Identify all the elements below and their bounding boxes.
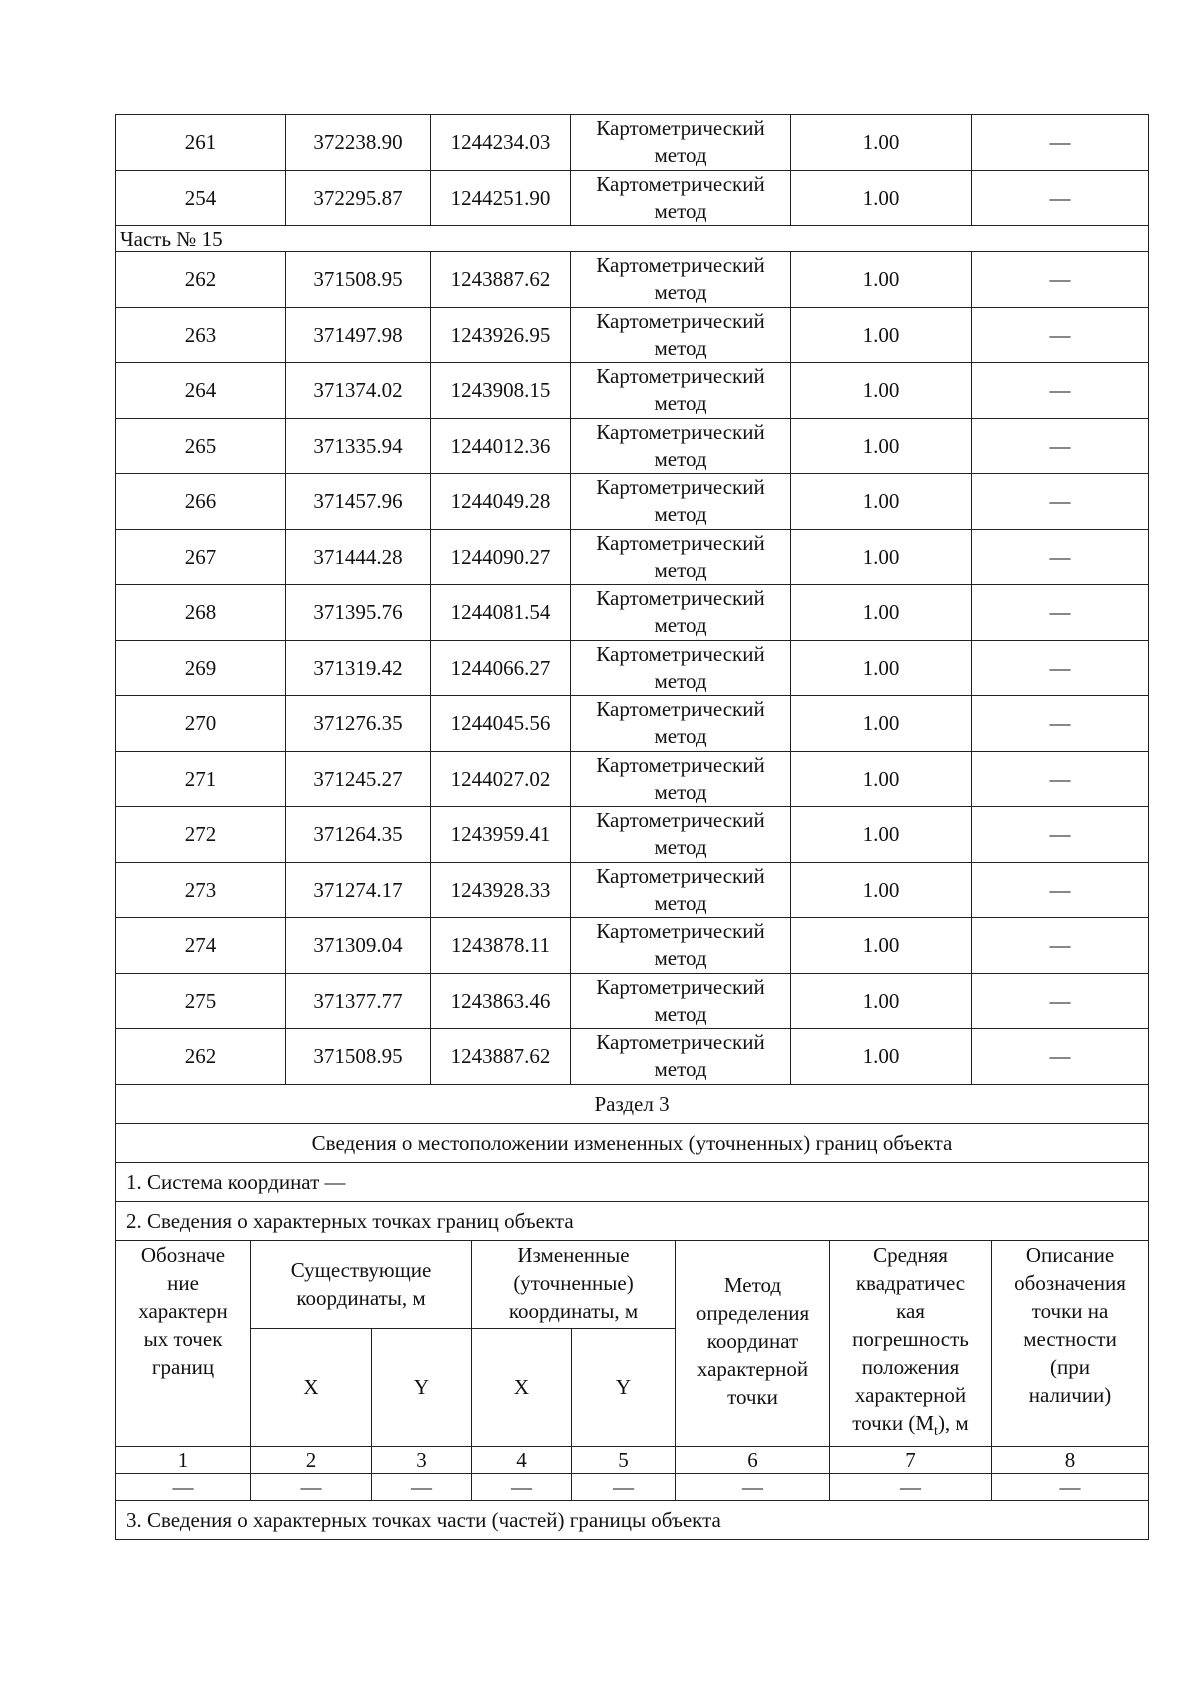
coord-y: 1243926.95	[431, 307, 571, 363]
coordinate-system-item: 1. Система координат —	[116, 1162, 1149, 1201]
method-line: метод	[654, 502, 707, 527]
accuracy: 1.00	[791, 418, 972, 474]
description: —	[972, 170, 1149, 226]
coord-x: 371309.04	[286, 918, 431, 974]
method	[571, 696, 791, 752]
point-number: 272	[116, 807, 286, 863]
header-line: Существующие	[290, 1258, 432, 1283]
header-changed-x: X	[472, 1329, 572, 1447]
accuracy: 1.00	[791, 973, 972, 1029]
coord-y: 1244251.90	[431, 170, 571, 226]
description: —	[972, 807, 1149, 863]
method-line: Картометрический	[596, 171, 765, 196]
coord-y: 1244081.54	[431, 585, 571, 641]
coord-y: 1243928.33	[431, 862, 571, 918]
method	[571, 529, 791, 585]
accuracy: 1.00	[791, 918, 972, 974]
coord-y: 1243887.62	[431, 1029, 571, 1085]
header-line: местности	[1023, 1326, 1117, 1351]
coordinate-row	[116, 807, 1149, 863]
coord-y: 1244012.36	[431, 418, 571, 474]
header-line: (при	[1050, 1354, 1090, 1379]
method-line: метод	[654, 143, 707, 168]
description: —	[972, 363, 1149, 419]
coord-y: 1244045.56	[431, 696, 571, 752]
method-line: метод	[654, 890, 707, 915]
accuracy: 1.00	[791, 529, 972, 585]
accuracy: 1.00	[791, 1029, 972, 1085]
method-line: метод	[654, 1001, 707, 1026]
accuracy: 1.00	[791, 115, 972, 171]
accuracy: 1.00	[791, 751, 972, 807]
accuracy: 1.00	[791, 640, 972, 696]
method	[571, 918, 791, 974]
header-line: характерной	[696, 1356, 809, 1381]
header-line: Измененные	[517, 1242, 630, 1267]
header-line: ние	[167, 1270, 199, 1295]
method-line: метод	[654, 198, 707, 223]
method	[571, 252, 791, 308]
description: —	[972, 585, 1149, 641]
description: —	[972, 307, 1149, 363]
accuracy: 1.00	[791, 585, 972, 641]
part-label: Часть № 15	[116, 226, 1149, 252]
dash-cell: —	[572, 1473, 676, 1500]
coord-y: 1243887.62	[431, 252, 571, 308]
coord-x: 371497.98	[286, 307, 431, 363]
section3-table	[115, 1085, 1149, 1540]
method	[571, 751, 791, 807]
method	[571, 474, 791, 530]
header-accuracy	[830, 1240, 992, 1446]
section3-subtitle: Сведения о местоположении измененных (уточненных) границ объекта	[116, 1123, 1149, 1162]
coord-x: 371274.17	[286, 862, 431, 918]
header-line: положения	[861, 1354, 960, 1379]
header-line: погрешность	[852, 1326, 969, 1351]
header-method	[676, 1240, 830, 1446]
header-line: определения	[695, 1300, 810, 1325]
header-changed-y: Y	[572, 1329, 676, 1447]
header-line: характерн	[138, 1298, 228, 1323]
method-line: метод	[654, 391, 707, 416]
method-line: Картометрический	[596, 116, 765, 141]
method	[571, 585, 791, 641]
document-page	[115, 114, 1148, 1540]
coordinate-row	[116, 170, 1149, 226]
accuracy-unit: ), м	[937, 1410, 969, 1435]
column-number: 6	[676, 1446, 830, 1473]
coordinate-row	[116, 973, 1149, 1029]
header-line: Описание	[1025, 1242, 1115, 1267]
coord-x: 371335.94	[286, 418, 431, 474]
coord-x: 372295.87	[286, 170, 431, 226]
method-line: метод	[654, 613, 707, 638]
point-number: 267	[116, 529, 286, 585]
coord-x: 371319.42	[286, 640, 431, 696]
point-number: 262	[116, 252, 286, 308]
header-line: (уточненные)	[513, 1270, 634, 1295]
method-line: Картометрический	[596, 697, 765, 722]
coordinate-row	[116, 1029, 1149, 1085]
part-boundary-points-item: 3. Сведения о характерных точках части (частей) границы объекта	[116, 1500, 1149, 1539]
method-line: Картометрический	[596, 808, 765, 833]
coord-x: 372238.90	[286, 115, 431, 171]
dash-cell: —	[251, 1473, 372, 1500]
description: —	[972, 418, 1149, 474]
point-number: 254	[116, 170, 286, 226]
header-line: координат	[706, 1328, 799, 1353]
coordinate-row	[116, 751, 1149, 807]
method	[571, 1029, 791, 1085]
point-number: 266	[116, 474, 286, 530]
coordinate-row	[116, 918, 1149, 974]
empty-data-row	[116, 1473, 1149, 1500]
accuracy: 1.00	[791, 307, 972, 363]
method-line: Картометрический	[596, 253, 765, 278]
header-line: Обозначе	[140, 1242, 226, 1267]
coordinate-row	[116, 474, 1149, 530]
column-number: 1	[116, 1446, 251, 1473]
method	[571, 807, 791, 863]
coord-y: 1243878.11	[431, 918, 571, 974]
point-number: 262	[116, 1029, 286, 1085]
point-number: 270	[116, 696, 286, 752]
coord-y: 1244049.28	[431, 474, 571, 530]
method-line: метод	[654, 1057, 707, 1082]
header-point-designation	[116, 1240, 251, 1446]
section3-title: Раздел 3	[116, 1085, 1149, 1124]
point-number: 275	[116, 973, 286, 1029]
header-line: координаты, м	[508, 1298, 639, 1323]
column-number: 5	[572, 1446, 676, 1473]
method-line: метод	[654, 724, 707, 749]
header-line: точки	[727, 1384, 778, 1409]
accuracy: 1.00	[791, 170, 972, 226]
coord-x: 371508.95	[286, 1029, 431, 1085]
column-number: 7	[830, 1446, 992, 1473]
description: —	[972, 640, 1149, 696]
method	[571, 307, 791, 363]
header-line: наличии)	[1028, 1382, 1112, 1407]
accuracy: 1.00	[791, 363, 972, 419]
header-line: Метод	[723, 1272, 782, 1297]
method-line: Картометрический	[596, 752, 765, 777]
description: —	[972, 529, 1149, 585]
method	[571, 170, 791, 226]
description: —	[972, 1029, 1149, 1085]
column-number: 8	[992, 1446, 1149, 1473]
header-line: Средняя	[873, 1242, 948, 1267]
dash-cell: —	[116, 1473, 251, 1500]
dash-cell: —	[472, 1473, 572, 1500]
method-line: метод	[654, 280, 707, 305]
coordinates-table	[115, 114, 1149, 1085]
coord-y: 1243863.46	[431, 973, 571, 1029]
coord-x: 371395.76	[286, 585, 431, 641]
dash-cell: —	[992, 1473, 1149, 1500]
description: —	[972, 973, 1149, 1029]
method-line: Картометрический	[596, 863, 765, 888]
coord-x: 371377.77	[286, 973, 431, 1029]
accuracy: 1.00	[791, 807, 972, 863]
coordinate-row	[116, 862, 1149, 918]
header-line: кая	[896, 1298, 925, 1323]
method-line: метод	[654, 946, 707, 971]
coordinate-row	[116, 363, 1149, 419]
point-number: 261	[116, 115, 286, 171]
header-line: точки на	[1031, 1298, 1109, 1323]
coord-y: 1244027.02	[431, 751, 571, 807]
coord-y: 1244234.03	[431, 115, 571, 171]
method-line: метод	[654, 557, 707, 582]
header-line: характерной	[854, 1382, 967, 1407]
accuracy: 1.00	[791, 252, 972, 308]
method	[571, 862, 791, 918]
column-numbers-row	[116, 1446, 1149, 1473]
header-existing-coordinates	[251, 1240, 472, 1329]
method-line: Картометрический	[596, 1030, 765, 1055]
header-line: ых точек	[143, 1326, 223, 1351]
description: —	[972, 115, 1149, 171]
description: —	[972, 696, 1149, 752]
point-number: 273	[116, 862, 286, 918]
coord-y: 1244090.27	[431, 529, 571, 585]
point-number: 269	[116, 640, 286, 696]
coord-x: 371374.02	[286, 363, 431, 419]
description: —	[972, 751, 1149, 807]
coordinate-row	[116, 307, 1149, 363]
method-line: Картометрический	[596, 919, 765, 944]
coord-x: 371276.35	[286, 696, 431, 752]
accuracy-subscript: t	[934, 1423, 938, 1439]
method-line: Картометрический	[596, 974, 765, 999]
method-line: Картометрический	[596, 364, 765, 389]
method	[571, 363, 791, 419]
coordinate-row	[116, 696, 1149, 752]
point-number: 264	[116, 363, 286, 419]
coord-x: 371245.27	[286, 751, 431, 807]
method-line: метод	[654, 335, 707, 360]
method-line: метод	[654, 446, 707, 471]
point-number: 263	[116, 307, 286, 363]
description: —	[972, 918, 1149, 974]
column-number: 2	[251, 1446, 372, 1473]
point-number: 265	[116, 418, 286, 474]
coord-x: 371444.28	[286, 529, 431, 585]
column-number: 4	[472, 1446, 572, 1473]
coord-y: 1243908.15	[431, 363, 571, 419]
header-description	[992, 1240, 1149, 1446]
method-line: Картометрический	[596, 641, 765, 666]
coord-x: 371457.96	[286, 474, 431, 530]
coord-y: 1244066.27	[431, 640, 571, 696]
boundary-points-item: 2. Сведения о характерных точках границ объекта	[116, 1201, 1149, 1240]
method	[571, 115, 791, 171]
header-existing-y: Y	[372, 1329, 472, 1447]
header-line: координаты, м	[296, 1286, 426, 1311]
coordinate-row	[116, 529, 1149, 585]
coord-y: 1243959.41	[431, 807, 571, 863]
point-number: 271	[116, 751, 286, 807]
header-line: обозначения	[1014, 1270, 1126, 1295]
header-line: границ	[151, 1354, 215, 1379]
method	[571, 640, 791, 696]
method-line: метод	[654, 668, 707, 693]
header-existing-x: X	[251, 1329, 372, 1447]
coordinate-row	[116, 418, 1149, 474]
point-number: 268	[116, 585, 286, 641]
accuracy: 1.00	[791, 696, 972, 752]
description: —	[972, 252, 1149, 308]
accuracy-text: точки (M	[852, 1410, 935, 1435]
coordinate-row	[116, 252, 1149, 308]
method-line: Картометрический	[596, 586, 765, 611]
method-line: Картометрический	[596, 475, 765, 500]
dash-cell: —	[830, 1473, 992, 1500]
coordinate-row	[116, 585, 1149, 641]
point-number: 274	[116, 918, 286, 974]
description: —	[972, 474, 1149, 530]
method-line: Картометрический	[596, 530, 765, 555]
method-line: метод	[654, 779, 707, 804]
coordinate-row	[116, 115, 1149, 171]
description: —	[972, 862, 1149, 918]
header-line: квадратичес	[855, 1270, 966, 1295]
coord-x: 371508.95	[286, 252, 431, 308]
method-line: Картометрический	[596, 308, 765, 333]
header-line-accuracy-unit	[834, 1409, 987, 1446]
method-line: Картометрический	[596, 419, 765, 444]
method-line: метод	[654, 835, 707, 860]
column-number: 3	[372, 1446, 472, 1473]
accuracy: 1.00	[791, 862, 972, 918]
coordinate-row	[116, 640, 1149, 696]
coord-x: 371264.35	[286, 807, 431, 863]
method	[571, 973, 791, 1029]
header-changed-coordinates	[472, 1240, 676, 1329]
dash-cell: —	[372, 1473, 472, 1500]
dash-cell: —	[676, 1473, 830, 1500]
method	[571, 418, 791, 474]
accuracy: 1.00	[791, 474, 972, 530]
